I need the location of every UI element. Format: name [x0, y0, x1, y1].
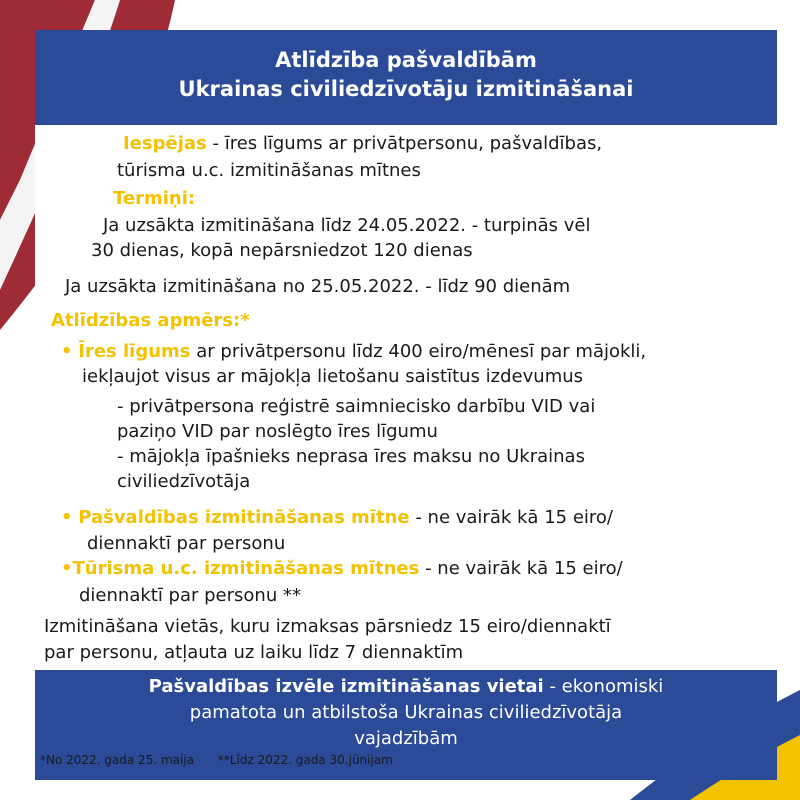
bullet-icon: • [61, 507, 73, 528]
footer-line2: pamatota un atbilstoša Ukrainas civiliedzīvotāja [189, 702, 623, 723]
page-title-line2: Ukrainas civiliedzīvotāju izmitināšanai [178, 77, 634, 101]
footnote-1: *No 2022. gada 25. maija [40, 753, 195, 767]
footer-line1 [35, 676, 777, 697]
iespejas-line1 [123, 133, 602, 154]
pasv-text1: - ne vairāk kā 15 eiro/ [409, 507, 613, 528]
izmitinasana-line2: par personu, atļauta uz laiku līdz 7 diennaktīm [44, 642, 464, 663]
sub2-line1: - mājokļa īpašnieks neprasa īres maksu no Ukrainas [117, 446, 585, 467]
sub2-line2: civiliedzīvotāja [117, 471, 251, 492]
ires-label: Īres līgums [78, 341, 191, 362]
sub1-line1: - privātpersona reģistrē saimniecisko darbību VID vai [117, 396, 596, 417]
tur-line1 [61, 558, 623, 579]
iespejas-text2: tūrisma u.c. izmitināšanas mītnes [117, 160, 421, 181]
footer-bold: Pašvaldības izvēle izmitināšanas vietai [148, 676, 544, 697]
footer-line3: vajadzībām [354, 728, 458, 749]
bullet-icon: • [61, 558, 73, 579]
footnotes [40, 753, 393, 767]
iespejas-label: Iespējas [123, 133, 207, 154]
ires-line1 [61, 341, 646, 362]
info-card [35, 30, 777, 772]
iespejas-text1: - īres līgums ar privātpersonu, pašvaldības, [206, 133, 603, 154]
ires-text2: iekļaujot visus ar mājokļa lietošanu saistītus izdevumus [82, 366, 584, 387]
footnote-2: **Līdz 2022. gada 30.jūnijam [217, 753, 393, 767]
tur-label: Tūrisma u.c. izmitināšanas mītnes [72, 558, 420, 579]
tur-text2: diennaktī par personu ** [79, 585, 301, 606]
tur-text1: - ne vairāk kā 15 eiro/ [419, 558, 623, 579]
termini-p2: Ja uzsākta izmitināšana no 25.05.2022. - līdz 90 dienām [65, 276, 571, 297]
termini-p1-line2: 30 dienas, kopā nepārsniedzot 120 dienas [91, 240, 473, 261]
bullet-icon: • [61, 341, 73, 362]
pasv-label: Pašvaldības izmitināšanas mītne [78, 507, 410, 528]
sub1-line2: paziņo VID par noslēgto īres līgumu [117, 421, 438, 442]
pasv-line1 [61, 507, 613, 528]
header-banner [35, 30, 777, 125]
ires-text1: ar privātpersonu līdz 400 eiro/mēnesī par mājokli, [190, 341, 647, 362]
footer-text1: - ekonomiski [543, 676, 664, 697]
pasv-text2: diennaktī par personu [87, 533, 286, 554]
atlidzibas-label: Atlīdzības apmērs:* [51, 310, 250, 331]
page-title-line1: Atlīdzība pašvaldībām [275, 48, 537, 72]
termini-p1-line1: Ja uzsākta izmitināšana līdz 24.05.2022. - turpinās vēl [103, 215, 591, 236]
termini-label: Termiņi: [113, 188, 196, 209]
izmitinasana-line1: Izmitināšana vietās, kuru izmaksas pārsniedz 15 eiro/diennaktī [44, 616, 611, 637]
